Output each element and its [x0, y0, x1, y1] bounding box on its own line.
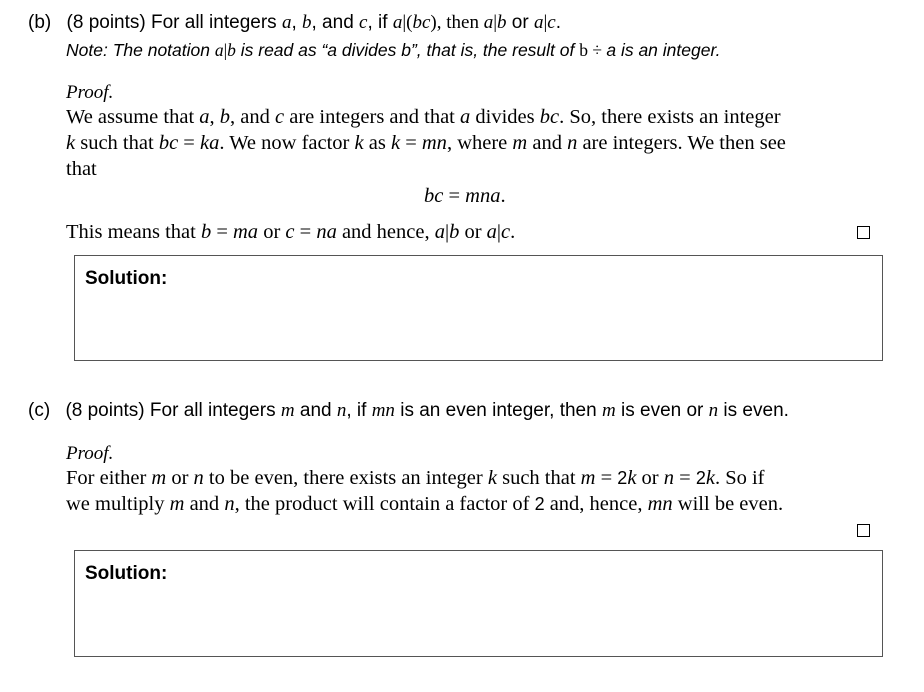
- part-c-solution-label: Solution:: [85, 563, 168, 584]
- part-c-proof-label: Proof.: [66, 443, 114, 464]
- part-b-proof-line-1: We assume that a, b, and c are integers and that a divides bc. So, there exists an integer: [66, 106, 781, 128]
- part-b-proof-line-3: that: [66, 158, 97, 180]
- part-c-qed-square-icon: [857, 524, 870, 537]
- part-b-qed-square-icon: [857, 226, 870, 239]
- part-c-solution-box[interactable]: [74, 550, 883, 657]
- part-b-header: [28, 12, 561, 34]
- part-c-header: [28, 400, 789, 422]
- part-b-proof-label: Proof.: [66, 82, 114, 103]
- part-c-proof-line-1: For either m or n to be even, there exists an integer k such that m = 2k or n = 2k. So if: [66, 467, 765, 489]
- part-b-proof-line-2: k such that bc = ka. We now factor k as k = mn, where m and n are integers. We then see: [66, 132, 786, 154]
- part-b-equation: bc = mna.: [424, 185, 506, 207]
- part-b-conclusion: This means that b = ma or c = na and hence, a|b or a|c.: [66, 221, 516, 243]
- part-c-prompt: (8 points) For all integers m and n, if mn is an even integer, then m is even or n is even.: [65, 400, 789, 421]
- part-b-note: Note: The notation a|b is read as “a divides b”, that is, the result of b ÷ a is an integer.: [66, 40, 721, 60]
- part-b-solution-box[interactable]: [74, 255, 883, 361]
- part-b-letter: (b): [28, 12, 52, 33]
- part-b-prompt: (8 points) For all integers a, b, and c, if a|(bc), then a|b or a|c.: [66, 12, 561, 33]
- part-b-solution-label: Solution:: [85, 268, 168, 289]
- part-c-letter: (c): [28, 400, 51, 421]
- part-c-proof-line-2: we multiply m and n, the product will contain a factor of 2 and, hence, mn will be even.: [66, 493, 784, 515]
